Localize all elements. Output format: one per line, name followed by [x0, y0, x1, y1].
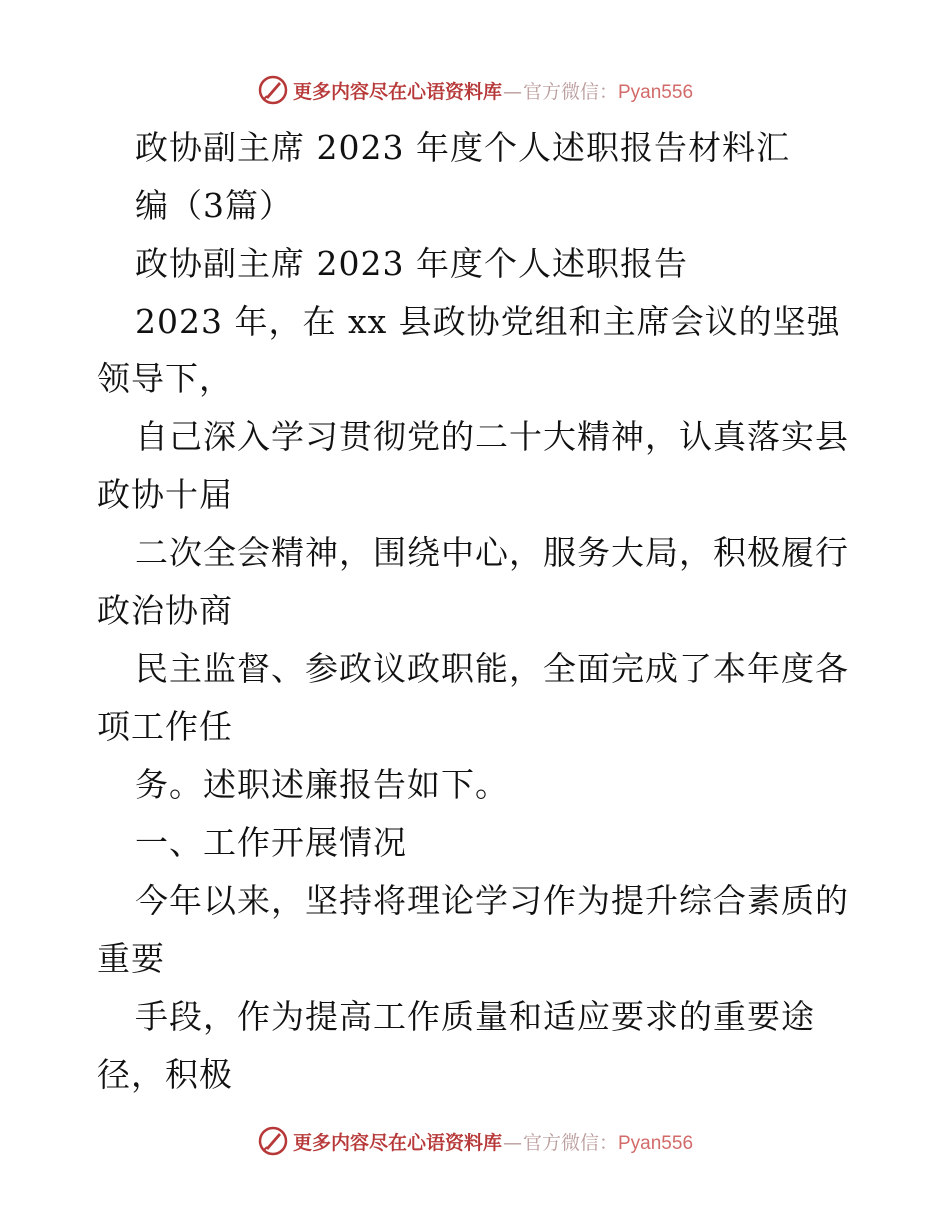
doc-paragraph-line: 今年以来，坚持将理论学习作为提升综合素质的: [135, 881, 849, 920]
doc-title-line-1: 政协副主席 2023 年度个人述职报告材料汇: [135, 128, 790, 167]
doc-section-heading: 一、工作开展情况: [135, 823, 407, 862]
watermark-dash: —: [502, 80, 522, 103]
doc-title-line-2: 编（3篇）: [135, 186, 293, 225]
watermark-brand: 更多内容尽在心语资料库: [292, 1131, 502, 1154]
header-watermark: [0, 73, 950, 107]
doc-paragraph-line: 项工作任: [97, 707, 233, 746]
watermark-wechat-label: 官方微信：: [522, 80, 618, 103]
watermark-wechat-label: 官方微信：: [522, 1131, 618, 1154]
doc-paragraph-line: 二次全会精神，围绕中心，服务大局，积极履行: [135, 533, 849, 572]
doc-subtitle: 政协副主席 2023 年度个人述职报告: [135, 244, 688, 283]
doc-paragraph-line: 自己深入学习贯彻党的二十大精神，认真落实县: [135, 417, 849, 456]
doc-paragraph-line: 政协十届: [97, 475, 233, 514]
watermark-brand: 更多内容尽在心语资料库: [292, 80, 502, 103]
doc-paragraph-line: 领导下，: [97, 359, 233, 398]
doc-paragraph-line: 2023 年，在 xx 县政协党组和主席会议的坚强: [135, 302, 841, 341]
doc-paragraph-line: 径，积极: [97, 1055, 233, 1094]
watermark-dash: —: [502, 1131, 522, 1154]
quill-logo-icon: [257, 74, 289, 106]
doc-paragraph-line: 民主监督、参政议政职能，全面完成了本年度各: [135, 649, 849, 688]
doc-paragraph-line: 政治协商: [97, 591, 233, 630]
doc-paragraph-line: 手段，作为提高工作质量和适应要求的重要途: [135, 997, 815, 1036]
watermark-wechat-id: Pyan556: [618, 81, 694, 103]
footer-watermark: [0, 1124, 950, 1158]
quill-logo-icon: [257, 1125, 289, 1157]
doc-paragraph-line: 重要: [97, 939, 165, 978]
watermark-wechat-id: Pyan556: [618, 1132, 694, 1154]
doc-paragraph-line: 务。述职述廉报告如下。: [135, 765, 509, 804]
